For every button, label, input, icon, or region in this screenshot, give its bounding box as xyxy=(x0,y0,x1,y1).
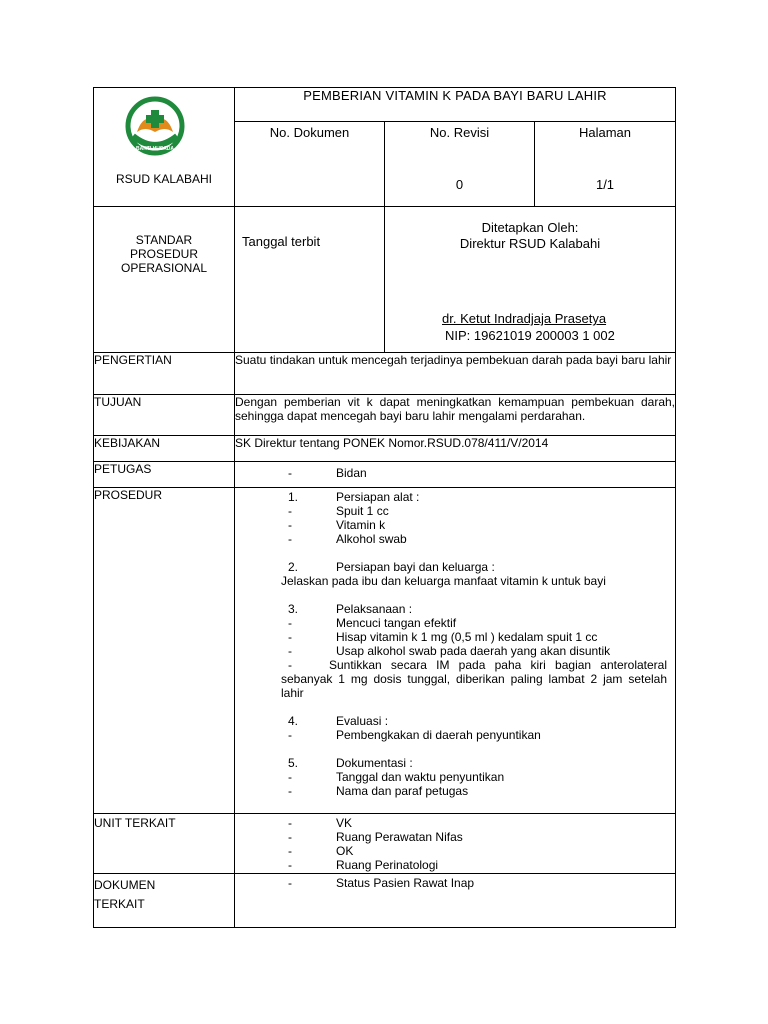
tujuan-text: Dengan pemberian vit k dapat meningkatkan kemampuan pembekuan darah, sehingga dapat mencegah bayi baru lahir mengalami perdarahan. xyxy=(235,395,676,436)
unit-terkait-cell xyxy=(235,814,676,874)
list-item: Pembengkakan di daerah penyuntikan xyxy=(336,728,541,742)
dokumen-label-line2: TERKAIT xyxy=(94,897,145,911)
step-number: 4. xyxy=(288,714,299,728)
bullet: - xyxy=(288,876,292,890)
bakti-husada-logo xyxy=(123,92,187,164)
list-item: Status Pasien Rawat Inap xyxy=(336,876,475,890)
step-title: Evaluasi : xyxy=(336,714,389,728)
step-title: Persiapan alat : xyxy=(336,490,420,504)
approved-by: Ditetapkan Oleh: xyxy=(481,220,579,235)
dokumen-terkait-label xyxy=(94,874,235,928)
page-label: Halaman xyxy=(578,125,632,140)
revision-label: No. Revisi xyxy=(429,125,490,140)
hospital-cell xyxy=(94,88,235,207)
page-value: 1/1 xyxy=(595,177,615,192)
tujuan-label: TUJUAN xyxy=(94,395,235,436)
list-item: Vitamin k xyxy=(336,518,386,532)
long-list-item xyxy=(281,658,667,700)
list-item: Ruang Perinatologi xyxy=(336,858,439,872)
svg-text:BAKTI HUSADA: BAKTI HUSADA xyxy=(135,146,175,152)
doc-no-cell xyxy=(235,122,385,207)
bullet: - xyxy=(288,532,292,546)
list-item: Nama dan paraf petugas xyxy=(336,784,469,798)
issue-date-label: Tanggal terbit xyxy=(242,234,321,249)
step-number: 1. xyxy=(288,490,299,504)
revision-value: 0 xyxy=(455,177,464,192)
list-item: Mencuci tangan efektif xyxy=(336,616,457,630)
step-title: Persiapan bayi dan keluarga : xyxy=(336,560,495,574)
doc-no-label: No. Dokumen xyxy=(269,125,350,140)
list-item: Alkohol swab xyxy=(336,532,407,546)
list-item: VK xyxy=(336,816,353,830)
step-number: 5. xyxy=(288,756,299,770)
approver-title: Direktur RSUD Kalabahi xyxy=(459,236,601,251)
bullet: - xyxy=(288,844,292,858)
approval-cell xyxy=(385,207,676,353)
page-cell xyxy=(535,122,676,207)
bullet: - xyxy=(288,728,292,742)
step-number: 2. xyxy=(288,560,299,574)
dokumen-label-line1: DOKUMEN xyxy=(94,878,156,892)
step-title: Dokumentasi : xyxy=(336,756,413,770)
document-title: PEMBERIAN VITAMIN K PADA BAYI BARU LAHIR xyxy=(235,88,676,122)
bullet: - xyxy=(288,770,292,784)
unit-terkait-label: UNIT TERKAIT xyxy=(94,814,235,874)
petugas-label: PETUGAS xyxy=(94,462,235,488)
bullet: - xyxy=(288,658,292,672)
pengertian-label: PENGERTIAN xyxy=(94,353,235,395)
dokumen-terkait-cell xyxy=(235,874,676,928)
petugas-bullet: - xyxy=(288,466,292,480)
bullet: - xyxy=(288,830,292,844)
prosedur-cell xyxy=(235,488,676,814)
step-text: Jelaskan pada ibu dan keluarga manfaat vitamin k untuk bayi xyxy=(281,574,606,588)
bullet: - xyxy=(288,630,292,644)
list-item: Ruang Perawatan Nifas xyxy=(336,830,463,844)
bullet: - xyxy=(288,858,292,872)
kebijakan-label: KEBIJAKAN xyxy=(94,436,235,462)
petugas-cell xyxy=(235,462,676,488)
bullet: - xyxy=(288,816,292,830)
sop-label-line3: OPERASIONAL xyxy=(120,261,208,275)
bullet: - xyxy=(288,504,292,518)
list-item: Hisap vitamin k 1 mg (0,5 ml ) kedalam spuit 1 cc xyxy=(336,630,598,644)
hospital-name: RSUD KALABAHI xyxy=(115,172,213,186)
sop-label-cell xyxy=(94,207,235,353)
list-item: Spuit 1 cc xyxy=(336,504,389,518)
petugas-text: Bidan xyxy=(336,466,367,480)
date-cell xyxy=(235,207,385,353)
signer-nip: NIP: 19621019 200003 1 002 xyxy=(445,328,615,343)
prosedur-label: PROSEDUR xyxy=(94,488,235,814)
bullet: - xyxy=(288,784,292,798)
sop-document xyxy=(93,87,675,928)
bullet: - xyxy=(288,644,292,658)
bullet: - xyxy=(288,616,292,630)
step-title: Pelaksanaan : xyxy=(336,602,413,616)
bullet: - xyxy=(288,518,292,532)
pengertian-text: Suatu tindakan untuk mencegah terjadinya pembekuan darah pada bayi baru lahir xyxy=(235,353,676,395)
revision-cell xyxy=(385,122,535,207)
list-item: OK xyxy=(336,844,354,858)
long-item-text: Suntikkan secara IM pada paha kiri bagian anterolateral sebanyak 1 mg dosis tunggal, diberikan paling lambat 2 jam setelah lahir xyxy=(281,658,668,700)
sop-label-line2: PROSEDUR xyxy=(129,247,198,261)
sop-table xyxy=(93,87,676,928)
list-item: Usap alkohol swab pada daerah yang akan disuntik xyxy=(336,644,611,658)
signer-name: dr. Ketut Indradjaja Prasetya xyxy=(442,311,607,326)
kebijakan-text: SK Direktur tentang PONEK Nomor.RSUD.078/411/V/2014 xyxy=(235,436,676,462)
step-number: 3. xyxy=(288,602,299,616)
sop-label-line1: STANDAR xyxy=(135,233,193,247)
list-item: Tanggal dan waktu penyuntikan xyxy=(336,770,505,784)
